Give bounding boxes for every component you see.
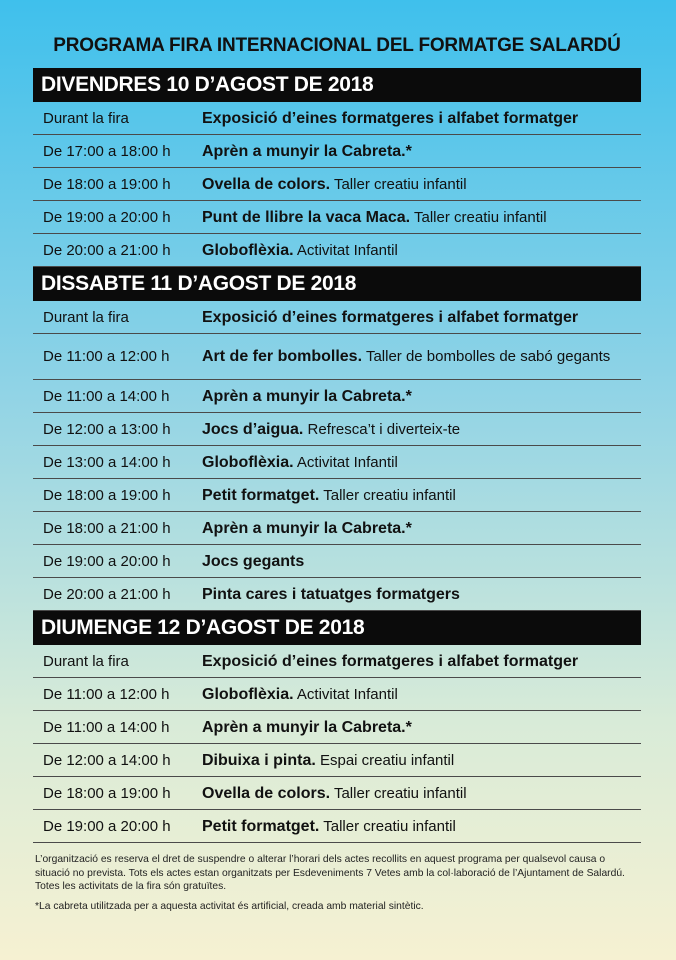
schedule-row [33,545,641,578]
activity-cell [202,241,641,260]
schedule-row [33,777,641,810]
activity-title: Petit formatget. [202,817,320,835]
activity-title: Exposició d’eines formatgeres i alfabet formatger [202,109,579,127]
schedule-row [33,334,641,380]
activity-cell [202,817,641,836]
schedule-row [33,645,641,678]
schedule-row [33,168,641,201]
activity-title: Ovella de colors. [202,784,331,802]
disclaimer-text: L’organització es reserva el dret de suspendre o alterar l’horari dels actes recollits en aquest programa per qualsevol causa o situació no prevista. Tots els actes estan organitzats per Esdeveniments 7 Vetes amb la col·laboració de l’Ajuntament de Salardú. Totes les activitats de la fira són gratuïtes. [35,854,625,892]
activity-time: De 18:00 a 21:00 h [43,519,171,537]
activity-description: Taller creatiu infantil [333,175,467,193]
day-header: DIVENDRES 10 D’AGOST DE 2018 [33,68,641,102]
activity-description: Taller creatiu infantil [323,486,456,504]
day-section [33,267,641,611]
activity-time: De 20:00 a 21:00 h [43,585,171,603]
activity-title: Aprèn a munyir la Cabreta.* [202,718,412,736]
activity-cell [202,486,641,505]
activity-time: De 13:00 a 14:00 h [43,453,171,471]
program-page [33,30,641,919]
day-header: DIUMENGE 12 D’AGOST DE 2018 [33,611,641,645]
schedule-row [33,479,641,512]
activity-title: Art de fer bombolles. [202,348,363,365]
notes-section [33,853,641,913]
activity-cell [202,208,641,227]
activity-cell [202,142,641,161]
activity-time: De 11:00 a 14:00 h [43,718,170,736]
schedule-row [33,413,641,446]
activity-time: De 12:00 a 13:00 h [43,420,171,438]
activity-title: Pinta cares i tatuatges formatgers [202,585,460,603]
activity-cell [202,175,641,194]
activity-cell [202,308,641,327]
schedule-row [33,380,641,413]
activity-time: Durant la fira [43,308,129,326]
schedule-row [33,744,641,777]
activity-title: Jocs d’aigua. [202,420,304,438]
activity-description: Refresca’t i diverteix-te [307,420,461,438]
program-schedule [33,68,641,843]
activity-title: Punt de llibre la vaca Maca. [202,208,411,226]
activity-description: Taller de bombolles de sabó gegants [365,348,611,365]
activity-cell [202,519,641,538]
activity-title: Globoflèxia. [202,241,294,259]
activity-time: Durant la fira [43,652,129,670]
schedule-row [33,135,641,168]
activity-cell [202,652,641,671]
activity-title: Dibuixa i pinta. [202,751,316,769]
activity-time: De 18:00 a 19:00 h [43,784,171,802]
activity-cell [202,109,641,128]
activity-cell [202,685,641,704]
activity-description: Activitat Infantil [296,241,398,259]
activity-cell [202,453,641,472]
schedule-row [33,234,641,267]
schedule-row [33,578,641,611]
page-title: PROGRAMA FIRA INTERNACIONAL DEL FORMATGE SALARDÚ [53,35,621,56]
activity-cell [202,751,641,770]
activity-time: De 19:00 a 20:00 h [43,817,171,835]
activity-time: De 17:00 a 18:00 h [43,142,171,160]
day-header: DISSABTE 11 D’AGOST DE 2018 [33,267,641,301]
schedule-row [33,301,641,334]
activity-time: De 18:00 a 19:00 h [43,486,171,504]
activity-time: De 12:00 a 14:00 h [43,751,171,769]
activity-description: Activitat Infantil [296,685,398,703]
activity-description: Espai creatiu infantil [319,751,455,769]
schedule-row [33,446,641,479]
schedule-row [33,810,641,843]
activity-time: De 19:00 a 20:00 h [43,552,171,570]
activity-time: De 19:00 a 20:00 h [43,208,171,226]
activity-cell [202,585,641,604]
activity-time: De 20:00 a 21:00 h [43,241,171,259]
activity-time: De 11:00 a 14:00 h [43,387,170,405]
schedule-row [33,201,641,234]
activity-time: De 18:00 a 19:00 h [43,175,171,193]
day-section [33,611,641,843]
activity-title: Jocs gegants [202,552,305,570]
activity-cell [202,420,641,439]
activity-time: Durant la fira [43,109,129,127]
day-section [33,68,641,267]
activity-time: De 11:00 a 12:00 h [43,685,170,703]
activity-title: Aprèn a munyir la Cabreta.* [202,387,412,405]
activity-title: Globoflèxia. [202,685,294,703]
activity-description: Activitat Infantil [296,453,398,471]
activity-title: Aprèn a munyir la Cabreta.* [202,519,412,537]
activity-title: Ovella de colors. [202,175,331,193]
schedule-row [33,678,641,711]
activity-cell [202,784,641,803]
schedule-row [33,711,641,744]
activity-title: Aprèn a munyir la Cabreta.* [202,142,412,160]
schedule-row [33,102,641,135]
activity-title: Globoflèxia. [202,453,294,471]
activity-cell [202,347,641,366]
activity-title: Petit formatget. [202,486,320,504]
activity-description: Taller creatiu infantil [323,817,456,835]
activity-cell [202,552,641,571]
activity-cell [202,387,641,406]
activity-title: Exposició d’eines formatgeres i alfabet formatger [202,652,579,670]
activity-time: De 11:00 a 12:00 h [43,348,170,365]
activity-cell [202,718,641,737]
activity-description: Taller creatiu infantil [414,208,547,226]
schedule-row [33,512,641,545]
activity-title: Exposició d’eines formatgeres i alfabet formatger [202,308,579,326]
footnote-text: *La cabreta utilitzada per a aquesta activitat és artificial, creada amb material sintètic. [35,900,424,912]
activity-description: Taller creatiu infantil [333,784,467,802]
